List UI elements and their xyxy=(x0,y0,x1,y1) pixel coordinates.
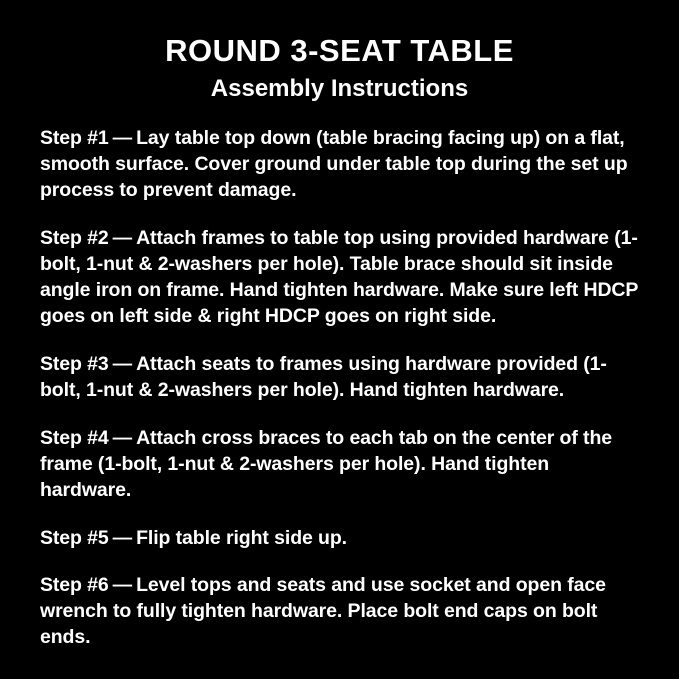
step-text: Attach frames to table top using provided hardware (1-bolt, 1-nut & 2-washers per hole). Table brace should sit inside angle iron on frame. Hand tighten hardware. Make sure left HDCP goes on left side & right HDCP goes on right side. xyxy=(40,227,638,328)
step-separator: — xyxy=(112,227,133,250)
step-separator: — xyxy=(112,127,133,150)
step-text: Lay table top down (table bracing facing up) on a flat, smooth surface. Cover ground under table top during the set up process to prevent damage. xyxy=(40,127,628,202)
step-text: Attach seats to frames using hardware provided (1-bolt, 1-nut & 2-washers per hole). Hand tighten hardware. xyxy=(40,352,607,401)
step-text: Attach cross braces to each tab on the center of the frame (1-bolt, 1-nut & 2-washers per hole). Hand tighten hardware. xyxy=(40,426,612,501)
page-title: ROUND 3-SEAT TABLE xyxy=(165,33,514,68)
step-item xyxy=(40,352,639,404)
step-item xyxy=(40,226,639,330)
step-label: Step #1 xyxy=(40,127,109,150)
step-separator: — xyxy=(112,526,133,549)
step-label: Step #3 xyxy=(40,352,109,375)
step-label: Step #4 xyxy=(40,426,109,449)
steps-list xyxy=(40,126,639,651)
step-item xyxy=(40,526,639,552)
page-subtitle: Assembly Instructions xyxy=(210,75,469,103)
step-separator: — xyxy=(112,426,133,449)
step-text: Flip table right side up. xyxy=(136,526,348,549)
step-label: Step #2 xyxy=(40,227,109,250)
step-label: Step #6 xyxy=(40,574,109,597)
step-label: Step #5 xyxy=(40,526,109,549)
step-separator: — xyxy=(112,574,133,597)
step-separator: — xyxy=(112,352,133,375)
step-item xyxy=(40,426,639,504)
step-item xyxy=(40,573,639,651)
step-item xyxy=(40,126,639,204)
step-text: Level tops and seats and use socket and open face wrench to fully tighten hardware. Place bolt end caps on bolt ends. xyxy=(40,574,606,649)
